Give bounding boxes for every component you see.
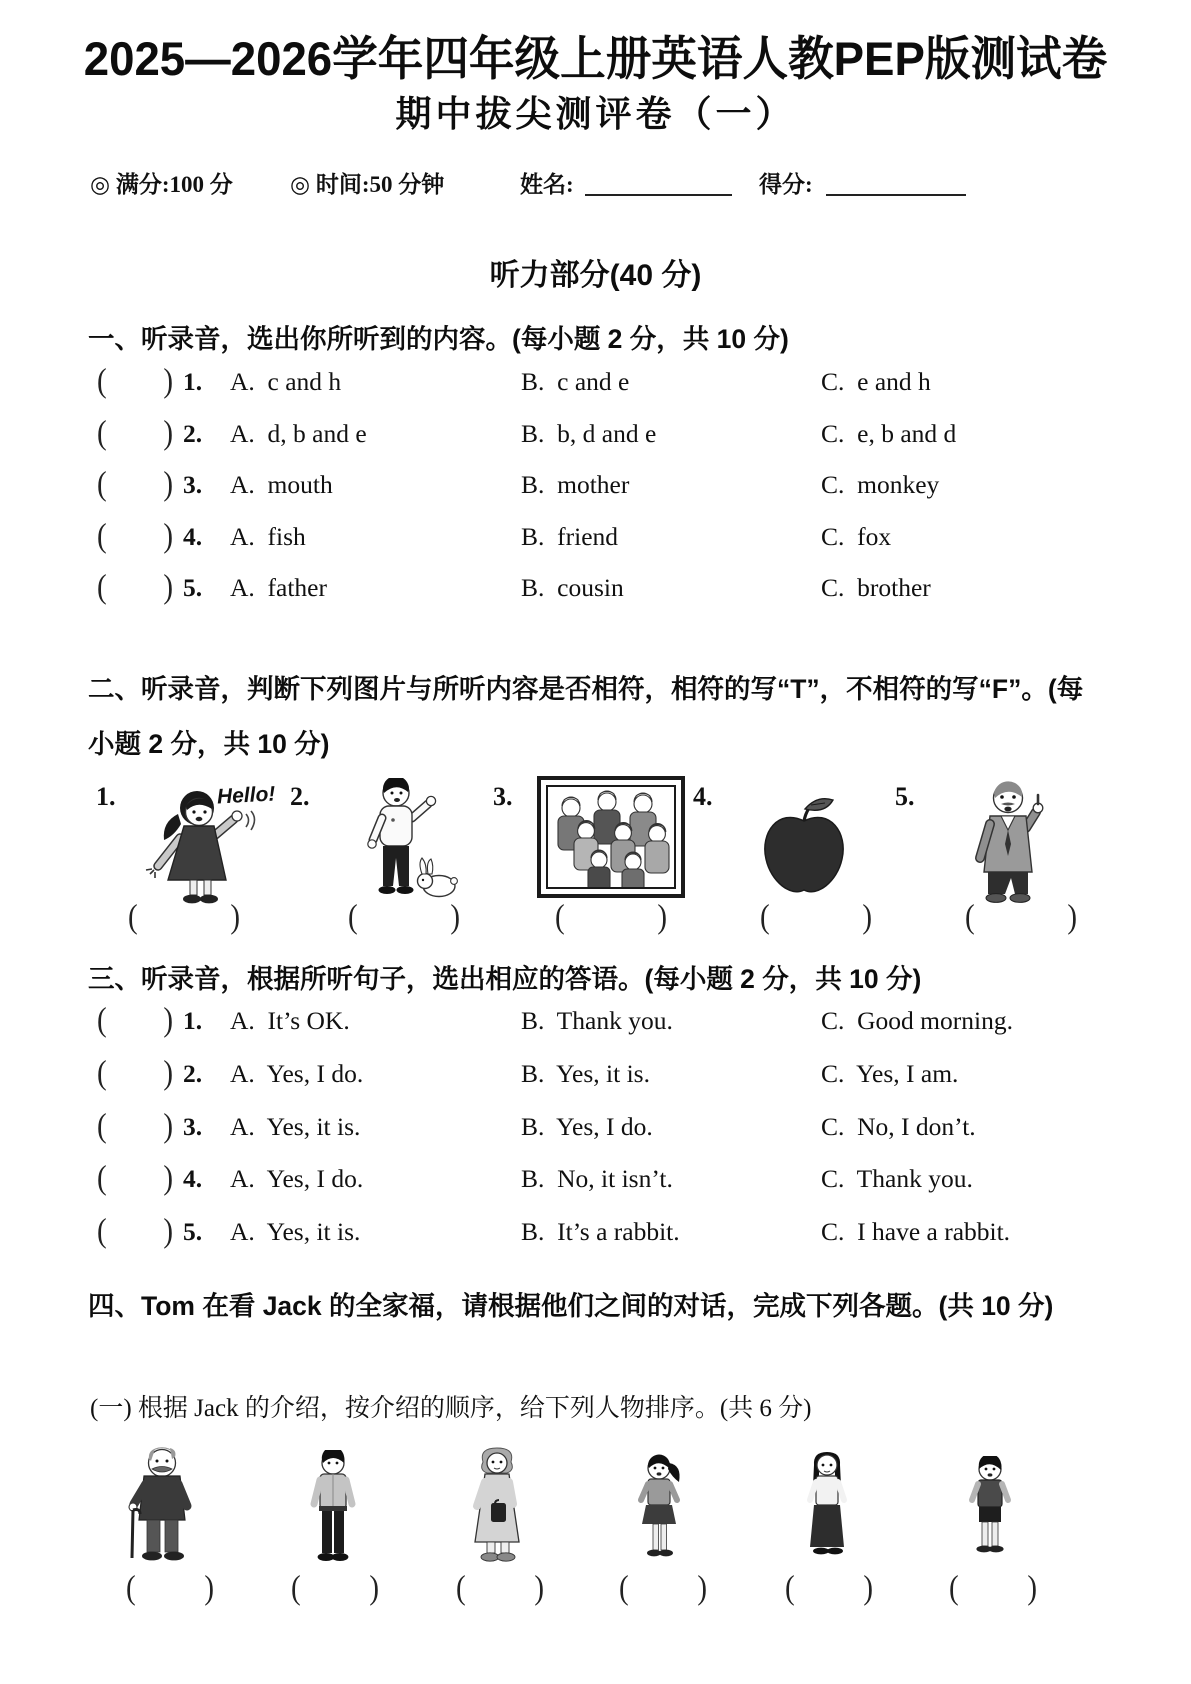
question-row <box>0 1054 1191 1099</box>
option-c: C. I have a rabbit. <box>821 1217 1011 1246</box>
answer-blank[interactable] <box>97 1159 173 1197</box>
option-c: C. Good morning. <box>821 1006 1013 1035</box>
option-c: C. monkey <box>821 470 940 499</box>
boy-rabbit-icon <box>360 778 460 902</box>
question-number: 1. <box>183 367 203 396</box>
paren-close: ) <box>534 1569 544 1607</box>
picture-man-pointing <box>968 780 1052 904</box>
question-number: 3. <box>183 1112 203 1141</box>
paren-open: ( <box>97 465 107 503</box>
question-number: 5. <box>183 573 203 602</box>
paren-open: ( <box>97 1107 107 1145</box>
answer-blank[interactable] <box>97 1054 173 1092</box>
answer-blank[interactable] <box>97 517 173 555</box>
option-c: C. Thank you. <box>821 1164 973 1193</box>
score-label: 得分: <box>759 172 813 197</box>
part3-heading: 三、听录音，根据所听句子，选出相应的答语。(每小题 2 分，共 10 分) <box>88 964 922 994</box>
page-subtitle: 期中拔尖测评卷（一） <box>395 93 796 134</box>
question-row <box>0 465 1191 510</box>
question-row <box>0 1001 1191 1046</box>
option-c: C. brother <box>821 573 931 602</box>
question-row <box>0 1107 1191 1152</box>
answer-blank[interactable] <box>619 1569 707 1607</box>
picture-girl-hello <box>142 788 262 906</box>
paren-close: ) <box>163 1107 173 1145</box>
question-number: 5. <box>183 1217 203 1246</box>
answer-blank[interactable] <box>965 898 1077 936</box>
paren-close: ) <box>697 1569 707 1607</box>
answer-blank[interactable] <box>97 414 173 452</box>
paren-close: ) <box>163 414 173 452</box>
answer-blank[interactable] <box>348 898 460 936</box>
answer-blank[interactable] <box>97 465 173 503</box>
paren-close: ) <box>1027 1569 1037 1607</box>
picture-number: 4. <box>693 782 713 811</box>
option-c: C. No, I don’t. <box>821 1112 976 1141</box>
paren-close: ) <box>657 898 667 936</box>
option-b: B. It’s a rabbit. <box>521 1217 680 1246</box>
paren-close: ) <box>204 1569 214 1607</box>
paren-close: ) <box>450 898 460 936</box>
question-number: 2. <box>183 419 203 448</box>
picture-number: 1. <box>96 782 116 811</box>
option-a: A. Yes, it is. <box>230 1112 361 1141</box>
score-blank[interactable] <box>826 166 966 196</box>
paren-open: ( <box>97 517 107 555</box>
young-man-icon <box>307 1450 359 1568</box>
person-girl <box>633 1454 689 1566</box>
person-grandfather <box>120 1446 212 1568</box>
option-a: A. c and h <box>230 367 342 396</box>
option-c: C. fox <box>821 522 892 551</box>
paren-open: ( <box>128 898 138 936</box>
apple-icon <box>757 795 851 897</box>
full-score-label: ◎ 满分:100 分 <box>90 172 233 197</box>
paren-open: ( <box>456 1569 466 1607</box>
option-b: B. cousin <box>521 573 624 602</box>
paren-close: ) <box>369 1569 379 1607</box>
answer-blank[interactable] <box>760 898 872 936</box>
picture-boy-rabbit <box>360 778 460 902</box>
hello-speech-text: Hello! <box>216 782 276 809</box>
woman-icon <box>799 1450 855 1564</box>
question-row <box>0 517 1191 562</box>
part1-heading: 一、听录音，选出你所听到的内容。(每小题 2 分，共 10 分) <box>88 324 789 354</box>
girl-ponytail-icon <box>633 1454 689 1566</box>
paren-close: ) <box>163 517 173 555</box>
answer-blank[interactable] <box>97 1001 173 1039</box>
answer-blank[interactable] <box>456 1569 544 1607</box>
option-c: C. e, b and d <box>821 419 957 448</box>
part2-heading: 二、听录音，判断下列图片与所听内容是否相符，相符的写“T”，不相符的写“F”。(每小题 2 分，共 10 分) <box>88 674 1084 759</box>
option-c: C. Yes, I am. <box>821 1059 959 1088</box>
option-b: B. friend <box>521 522 619 551</box>
paren-close: ) <box>163 1054 173 1092</box>
person-grandmother <box>461 1446 535 1568</box>
picture-number: 3. <box>493 782 513 811</box>
question-number: 4. <box>183 522 203 551</box>
boy-icon <box>964 1456 1016 1564</box>
paren-open: ( <box>97 362 107 400</box>
option-b: B. No, it isn’t. <box>521 1164 673 1193</box>
option-b: B. mother <box>521 470 630 499</box>
name-label: 姓名: <box>520 172 574 197</box>
paren-close: ) <box>862 898 872 936</box>
listening-section-title: 听力部分(40 分) <box>489 259 702 292</box>
answer-blank[interactable] <box>97 568 173 606</box>
paren-open: ( <box>97 1159 107 1197</box>
option-a: A. Yes, it is. <box>230 1217 361 1246</box>
answer-blank[interactable] <box>785 1569 873 1607</box>
option-b: B. Thank you. <box>521 1006 673 1035</box>
paren-open: ( <box>97 1212 107 1250</box>
paren-close: ) <box>163 568 173 606</box>
paren-open: ( <box>97 568 107 606</box>
paren-open: ( <box>126 1569 136 1607</box>
option-b: B. b, d and e <box>521 419 657 448</box>
page-title: 2025—2026学年四年级上册英语人教PEP版测试卷 <box>83 32 1108 85</box>
family-photo-icon <box>537 776 685 898</box>
question-row <box>0 1212 1191 1257</box>
person-boy <box>964 1456 1016 1564</box>
question-number: 2. <box>183 1059 203 1088</box>
option-b: B. c and e <box>521 367 630 396</box>
picture-family-photo <box>537 776 685 898</box>
question-number: 4. <box>183 1164 203 1193</box>
option-b: B. Yes, I do. <box>521 1112 653 1141</box>
picture-apple <box>757 795 851 897</box>
grandfather-icon <box>120 1446 212 1568</box>
paren-close: ) <box>163 465 173 503</box>
person-young-man <box>307 1450 359 1568</box>
answer-blank[interactable] <box>291 1569 379 1607</box>
part4-heading: 四、Tom 在看 Jack 的全家福，请根据他们之间的对话，完成下列各题。(共 10 分) <box>88 1291 1054 1321</box>
option-a: A. father <box>230 573 327 602</box>
option-a: A. Yes, I do. <box>230 1164 364 1193</box>
answer-blank[interactable] <box>949 1569 1037 1607</box>
paren-open: ( <box>760 898 770 936</box>
paren-open: ( <box>965 898 975 936</box>
paren-close: ) <box>163 1159 173 1197</box>
meta-row <box>90 166 1110 208</box>
option-a: A. Yes, I do. <box>230 1059 364 1088</box>
people-row <box>0 1446 1191 1571</box>
grandmother-icon <box>461 1446 535 1568</box>
option-a: A. It’s OK. <box>230 1006 350 1035</box>
question-row <box>0 1159 1191 1204</box>
option-a: A. mouth <box>230 470 333 499</box>
paren-open: ( <box>619 1569 629 1607</box>
answer-blank[interactable] <box>97 1212 173 1250</box>
question-row <box>0 568 1191 613</box>
answer-blank[interactable] <box>555 898 667 936</box>
question-row <box>0 414 1191 459</box>
paren-close: ) <box>230 898 240 936</box>
paren-close: ) <box>1067 898 1077 936</box>
name-blank[interactable] <box>585 166 732 196</box>
picture-number: 5. <box>895 782 915 811</box>
picture-number: 2. <box>290 782 310 811</box>
paren-open: ( <box>348 898 358 936</box>
answer-blank[interactable] <box>97 362 173 400</box>
option-b: B. Yes, it is. <box>521 1059 650 1088</box>
paren-open: ( <box>555 898 565 936</box>
paren-open: ( <box>97 1054 107 1092</box>
paren-open: ( <box>97 1001 107 1039</box>
paren-open: ( <box>291 1569 301 1607</box>
person-woman <box>799 1450 855 1564</box>
part4-sub1-heading: (一) 根据 Jack 的介绍，按介绍的顺序，给下列人物排序。(共 6 分) <box>90 1395 812 1422</box>
paren-open: ( <box>949 1569 959 1607</box>
answer-blank[interactable] <box>97 1107 173 1145</box>
paren-open: ( <box>97 414 107 452</box>
question-number: 3. <box>183 470 203 499</box>
answer-blank[interactable] <box>126 1569 214 1607</box>
option-c: C. e and h <box>821 367 931 396</box>
option-a: A. fish <box>230 522 306 551</box>
girl-waving-icon <box>142 788 262 906</box>
question-number: 1. <box>183 1006 203 1035</box>
question-row <box>0 362 1191 407</box>
paren-close: ) <box>163 1001 173 1039</box>
time-label: ◎ 时间:50 分钟 <box>290 172 445 197</box>
paren-open: ( <box>785 1569 795 1607</box>
answer-blank[interactable] <box>128 898 240 936</box>
paren-close: ) <box>863 1569 873 1607</box>
paren-close: ) <box>163 1212 173 1250</box>
paren-close: ) <box>163 362 173 400</box>
option-a: A. d, b and e <box>230 419 367 448</box>
man-pointing-icon <box>968 780 1052 904</box>
